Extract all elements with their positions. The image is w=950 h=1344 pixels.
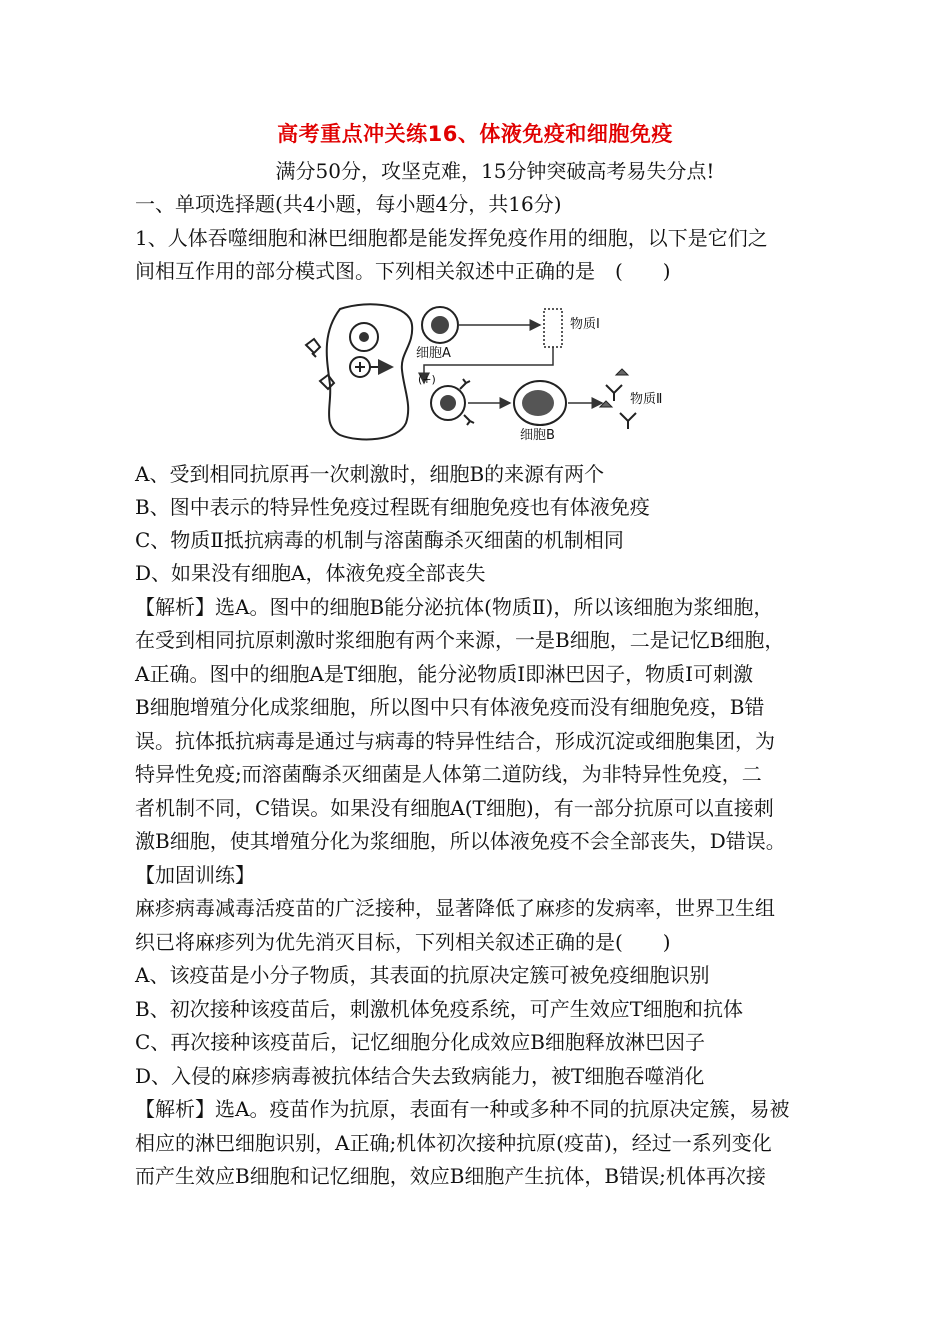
q1-stem-line-2: 间相互作用的部分模式图。下列相关叙述中正确的是 ( ) [135, 259, 671, 283]
q1-answer-line-6: 特异性免疫;而溶菌酶杀灭细菌是人体第二道防线，为非特异性免疫，二 [135, 762, 762, 786]
q2-answer-line-1: 【解析】选A。疫苗作为抗原，表面有一种或多种不同的抗原决定簇，易被 [135, 1097, 790, 1121]
q2-answer-line-2: 相应的淋巴细胞识别，A正确;机体初次接种抗原(疫苗)，经过一系列变化 [135, 1131, 772, 1155]
reinforce-heading: 【加固训练】 [135, 863, 255, 887]
label-cell-b: 细胞B [520, 428, 555, 443]
antigen-blob-2 [320, 375, 334, 389]
q1-option-b: B、图中表示的特异性免疫过程既有细胞免疫也有体液免疫 [135, 495, 650, 519]
q1-answer-line-5: 误。抗体抵抗病毒是通过与病毒的特异性结合，形成沉淀或细胞集团，为 [135, 729, 775, 753]
q2-option-a: A、该疫苗是小分子物质，其表面的抗原决定簇可被免疫细胞识别 [135, 963, 710, 987]
section-heading: 一、单项选择题(共4小题，每小题4分，共16分) [135, 192, 562, 216]
q2-stem-line-1: 麻疹病毒减毒活疫苗的广泛接种，显著降低了麻疹的发病率，世界卫生组 [135, 896, 775, 920]
label-cell-a: 细胞A [416, 346, 451, 361]
immune-diagram [300, 295, 690, 447]
antigen-blob-1 [306, 339, 320, 357]
antibody-1 [606, 385, 622, 401]
label-plus: (+) [418, 373, 436, 386]
page-title: 高考重点冲关练16、体液免疫和细胞免疫 [277, 122, 673, 146]
q2-option-d: D、入侵的麻疹病毒被抗体结合失去致病能力，被T细胞吞噬消化 [135, 1064, 705, 1088]
q2-stem-line-2: 织已将麻疹列为优先消灭目标，下列相关叙述正确的是( ) [135, 930, 671, 954]
q2-answer-line-3: 而产生效应B细胞和记忆细胞，效应B细胞产生抗体，B错误;机体再次接 [135, 1164, 766, 1188]
q2-option-c: C、再次接种该疫苗后，记忆细胞分化成效应B细胞释放淋巴因子 [135, 1030, 705, 1054]
q1-stem-line-1: 1、人体吞噬细胞和淋巴细胞都是能发挥免疫作用的细胞，以下是它们之 [135, 226, 768, 250]
q2-option-b: B、初次接种该疫苗后，刺激机体免疫系统，可产生效应T细胞和抗体 [135, 997, 744, 1021]
q1-answer-line-4: B细胞增殖分化成浆细胞，所以图中只有体液免疫而没有细胞免疫，B错 [135, 695, 765, 719]
page-subtitle: 满分50分，攻坚克难，15分钟突破高考易失分点! [275, 159, 715, 183]
q1-option-c: C、物质Ⅱ抵抗病毒的机制与溶菌酶杀灭细菌的机制相同 [135, 528, 624, 552]
q1-option-a: A、受到相同抗原再一次刺激时，细胞B的来源有两个 [135, 462, 605, 486]
label-substance-2: 物质Ⅱ [630, 392, 663, 407]
label-substance-1: 物质Ⅰ [570, 317, 600, 332]
q1-answer-line-3: A正确。图中的细胞A是T细胞，能分泌物质Ⅰ即淋巴因子，物质Ⅰ可刺激 [135, 662, 754, 686]
antibody-4 [616, 369, 628, 375]
q1-answer-line-1: 【解析】选A。图中的细胞B能分泌抗体(物质Ⅱ)，所以该细胞为浆细胞， [135, 595, 774, 619]
q1-answer-line-7: 者机制不同，C错误。如果没有细胞A(T细胞)，有一部分抗原可以直接刺 [135, 796, 774, 820]
q1-answer-line-2: 在受到相同抗原刺激时浆细胞有两个来源，一是B细胞，二是记忆B细胞， [135, 628, 785, 652]
antibody-2 [620, 413, 636, 429]
substance-1-vial [544, 309, 562, 347]
q1-answer-line-8: 激B细胞，使其增殖分化为浆细胞，所以体液免疫不会全部丧失，D错误。 [135, 829, 786, 853]
antibody-3 [600, 401, 612, 407]
q1-option-d: D、如果没有细胞A，体液免疫全部丧失 [135, 561, 486, 585]
